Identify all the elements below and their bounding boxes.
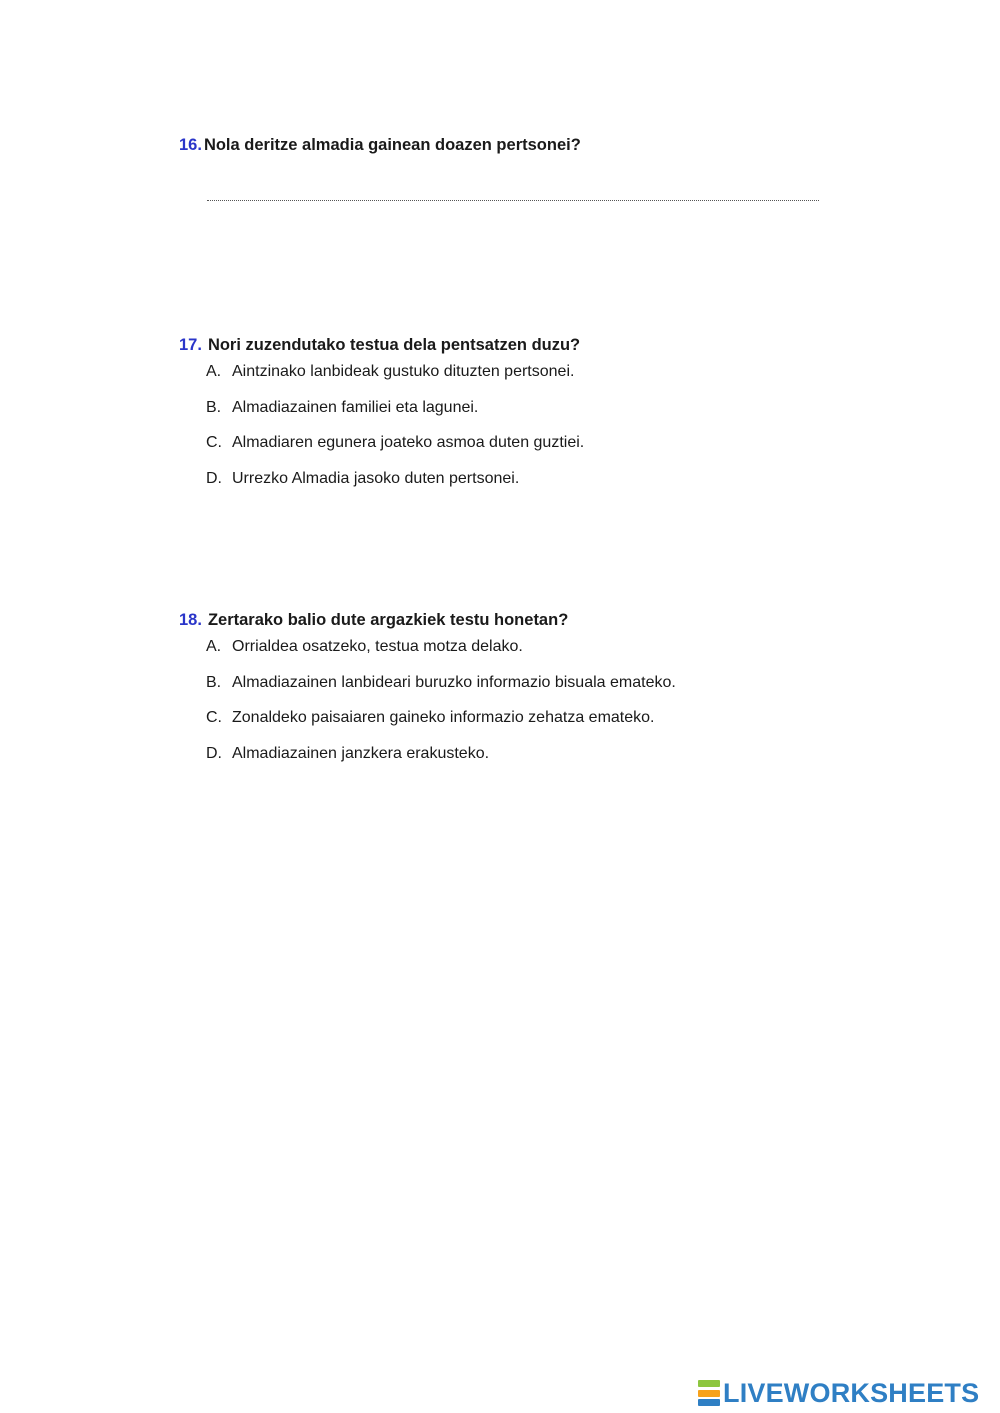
answer-input-line[interactable] xyxy=(207,200,819,201)
question-title xyxy=(179,610,839,630)
option-text: Almadiazainen lanbideari buruzko informazio bisuala emateko. xyxy=(232,673,676,691)
option-text: Aintzinako lanbideak gustuko dituzten pertsonei. xyxy=(232,363,575,380)
option-letter: A. xyxy=(206,638,222,655)
question-text: Zertarako balio dute argazkiek testu honetan? xyxy=(207,611,569,629)
option-a[interactable] xyxy=(206,637,676,657)
option-letter: C. xyxy=(206,709,222,726)
question-18 xyxy=(179,610,839,780)
option-letter: C. xyxy=(206,434,222,451)
question-title xyxy=(179,335,839,355)
answer-options xyxy=(206,362,584,504)
option-text: Almadiazainen familiei eta lagunei. xyxy=(232,398,479,416)
option-c[interactable] xyxy=(206,433,584,453)
option-b[interactable] xyxy=(206,398,584,418)
question-17 xyxy=(179,335,839,505)
question-title xyxy=(179,135,839,155)
option-text: Orrialdea osatzeko, testua motza delako. xyxy=(232,638,523,655)
option-letter: A. xyxy=(206,363,222,380)
liveworksheets-brand[interactable] xyxy=(698,1377,979,1409)
question-number: 17. xyxy=(179,336,202,354)
liveworksheets-logo-icon xyxy=(698,1380,720,1406)
option-letter: D. xyxy=(206,469,222,487)
option-text: Urrezko Almadia jasoko duten pertsonei. xyxy=(232,469,520,487)
option-a[interactable] xyxy=(206,362,584,382)
option-d[interactable] xyxy=(206,744,676,764)
option-d[interactable] xyxy=(206,469,584,489)
option-letter: B. xyxy=(206,398,222,416)
option-b[interactable] xyxy=(206,673,676,693)
question-number: 16. xyxy=(179,136,202,154)
option-text: Zonaldeko paisaiaren gaineko informazio zehatza emateko. xyxy=(232,709,655,726)
option-letter: D. xyxy=(206,744,222,762)
option-text: Almadiaren egunera joateko asmoa duten guztiei. xyxy=(232,434,585,451)
question-number: 18. xyxy=(179,611,202,629)
option-letter: B. xyxy=(206,673,222,691)
brand-name: LIVEWORKSHEETS xyxy=(723,1378,980,1408)
option-text: Almadiazainen janzkera erakusteko. xyxy=(232,744,490,762)
answer-options xyxy=(206,637,676,779)
question-text: Nola deritze almadia gainean doazen pertsonei? xyxy=(203,136,581,154)
question-16 xyxy=(179,135,839,215)
question-text: Nori zuzendutako testua dela pentsatzen duzu? xyxy=(207,336,581,354)
option-c[interactable] xyxy=(206,708,676,728)
